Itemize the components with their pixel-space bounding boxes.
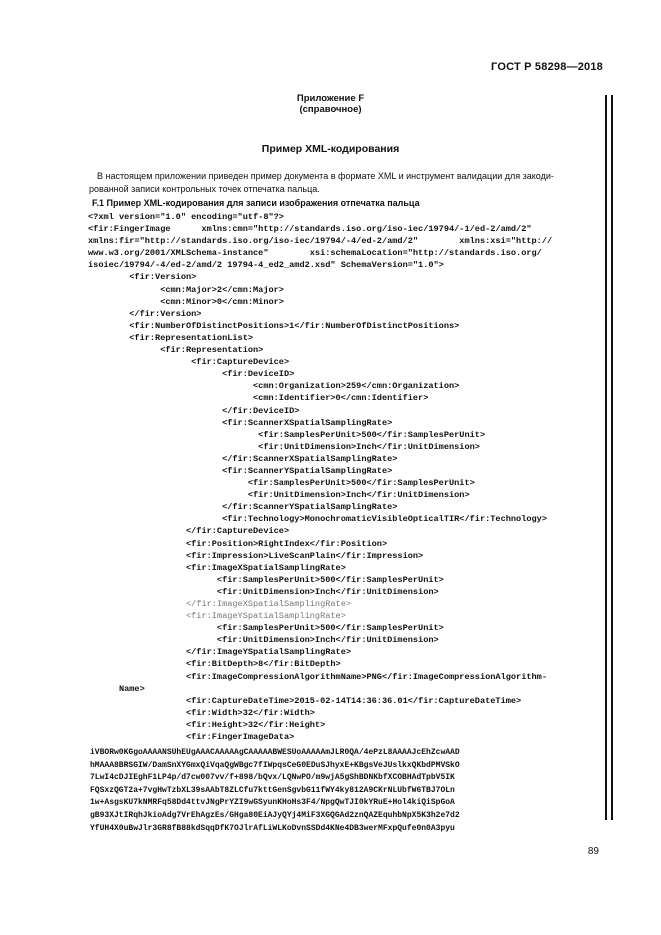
code-line: <fir:Technology>MonochromaticVisibleOpticalTIR</fir:Technology>	[88, 514, 547, 525]
code-line: <cmn:Organization>259</cmn:Organization>	[88, 381, 460, 392]
code-line: </fir:DeviceID>	[88, 405, 300, 416]
code-line: <fir:BitDepth>8</fir:BitDepth>	[88, 659, 341, 670]
code-line: <fir:SamplesPerUnit>500</fir:SamplesPerUnit>	[88, 478, 475, 489]
code-line: <fir:NumberOfDistinctPositions>1</fir:NumberOfDistinctPositions>	[88, 320, 460, 331]
annex-note: (справочное)	[299, 104, 362, 115]
code-line: <fir:UnitDimension>Inch</fir:UnitDimension>	[88, 441, 480, 452]
code-line: </fir:ScannerXSpatialSamplingRate>	[88, 453, 398, 464]
code-line: </fir:ImageXSpatialSamplingRate>	[88, 599, 352, 609]
code-line: <fir:Impression>LiveScanPlain</fir:Impression>	[88, 550, 424, 561]
code-line: <fir:ImageXSpatialSamplingRate>	[88, 562, 346, 573]
intro-paragraph	[89, 170, 599, 195]
code-line: </fir:Version>	[88, 308, 202, 319]
base64-line: hMAAA8BRSGIW/DamSnXYGmxQiVqaQgWBgc7fIWpqsCeG0EDuSJhyxE+KBgsVeJUslkxQKbdPMVSkO	[90, 760, 460, 770]
section-title: F.1 Пример XML-кодирования для записи изображения отпечатка пальца	[92, 198, 420, 208]
code-line: isoiec/19794/-4/ed-2/amd/2 19794-4_ed2_amd2.xsd" SchemaVersion="1.0">	[88, 260, 444, 271]
code-line: <fir:Width>32</fir:Width>	[88, 707, 315, 718]
base64-data-block	[90, 747, 610, 835]
code-line: <fir:CaptureDateTime>2015-02-14T14:36:36.01</fir:CaptureDateTime>	[88, 695, 522, 706]
code-line: <cmn:Major>2</cmn:Major>	[88, 284, 284, 295]
code-line: <fir:UnitDimension>Inch</fir:UnitDimension>	[88, 490, 470, 501]
code-line: xmlns:fir="http://standards.iso.org/iso-iec/19794/-4/ed-2/amd/2" xmlns:xsi="http://	[88, 236, 553, 247]
code-line: <fir:ImageYSpatialSamplingRate>	[88, 611, 346, 622]
annex-heading	[0, 93, 661, 115]
base64-line: FQSxzQGT2a+7vgHwTzbXL39sAAbT8ZLCfu7kttGenSgvbG11fWY4ky812A9CKrNLUbfW6TBJ7OLn	[90, 785, 455, 795]
base64-line: gB93XJtIRqhJkioAdg7VrEhAgzEs/GHga80EiAJyQYj4MiF3XGQGAd2znQAZEquhbNpX5K3h2e7d2	[90, 810, 460, 820]
code-line: <fir:DeviceID>	[88, 369, 295, 380]
code-line: Name>	[88, 683, 145, 694]
code-line: <fir:ImageCompressionAlgorithmName>PNG</fir:ImageCompressionAlgorithm-	[88, 671, 547, 682]
code-line: <cmn:Minor>0</cmn:Minor>	[88, 296, 284, 307]
code-line: <fir:ScannerXSpatialSamplingRate>	[88, 417, 393, 428]
code-line: <fir:UnitDimension>Inch</fir:UnitDimension>	[88, 635, 439, 646]
intro-line-2: рованной записи контрольных точек отпечатка пальца.	[89, 183, 320, 194]
base64-line: YfUH4X0uBwJlr3GR8fB88kdSqqDfK7OJlrAfLiWLKoDvnSSDd4KNe4DB3werMFxpQufe0n0A3pyu	[90, 823, 455, 833]
annex-title: Приложение F	[296, 93, 365, 104]
code-line: </fir:ScannerYSpatialSamplingRate>	[88, 502, 398, 513]
code-line: <fir:SamplesPerUnit>500</fir:SamplesPerUnit>	[88, 574, 444, 585]
code-line: <fir:Representation>	[88, 345, 264, 356]
change-bar-right	[611, 95, 613, 820]
code-line: <fir:Height>32</fir:Height>	[88, 719, 326, 730]
code-line: <fir:Version>	[88, 272, 197, 283]
code-line: <?xml version="1.0" encoding="utf-8"?>	[88, 212, 284, 222]
code-line: <fir:FingerImageData>	[88, 732, 295, 743]
xml-code-block	[88, 211, 608, 743]
code-line: <fir:SamplesPerUnit>500</fir:SamplesPerUnit>	[88, 429, 486, 440]
code-line: <fir:RepresentationList>	[88, 332, 254, 343]
code-line: </fir:CaptureDevice>	[88, 526, 290, 537]
code-line: <fir:CaptureDevice>	[88, 357, 290, 368]
code-line: <cmn:Identifier>0</cmn:Identifier>	[88, 393, 429, 404]
code-line: www.w3.org/2001/XMLSchema-instance" xsi:schemaLocation="http://standards.iso.org/	[88, 248, 542, 259]
page-number: 89	[587, 846, 599, 857]
code-line: <fir:FingerImage xmlns:cmn="http://standards.iso.org/iso-iec/19794/-1/ed-2/amd/2"	[88, 224, 532, 235]
code-line: </fir:ImageYSpatialSamplingRate>	[88, 647, 352, 658]
code-line: <fir:ScannerYSpatialSamplingRate>	[88, 465, 393, 476]
page-title: Пример XML-кодирования	[261, 143, 400, 155]
intro-line-1: В настоящем приложении приведен пример документа в формате XML и инструмент валидации для закоди-	[97, 171, 554, 181]
running-header: ГОСТ Р 58298—2018	[491, 61, 603, 73]
base64-line: 7LwI4cDJIEghF1LP4p/d7cw007vv/f+898/bQvx/LQNwPO/m9wjA5gShBDNKbfXCOBHAdTpbV5IK	[90, 773, 455, 783]
base64-line: iVBORw0KGgoAAAANSUhEUgAAACAAAAAgCAAAAABWESUoAAAAAmJLR0QA/4ePzL8AAAAJcEhZcwAAD	[90, 748, 460, 757]
code-line: <fir:Position>RightIndex</fir:Position>	[88, 538, 388, 549]
code-line: <fir:SamplesPerUnit>500</fir:SamplesPerUnit>	[88, 623, 444, 634]
code-line: <fir:UnitDimension>Inch</fir:UnitDimension>	[88, 586, 439, 597]
base64-line: 1w+AsgsKU7kNMRFq58Dd4ttvJNgPrYZI9wGSyunKHoHs3F4/NpgQwTJI0kYRuE+Hol4kiQiSpGoA	[90, 798, 455, 808]
